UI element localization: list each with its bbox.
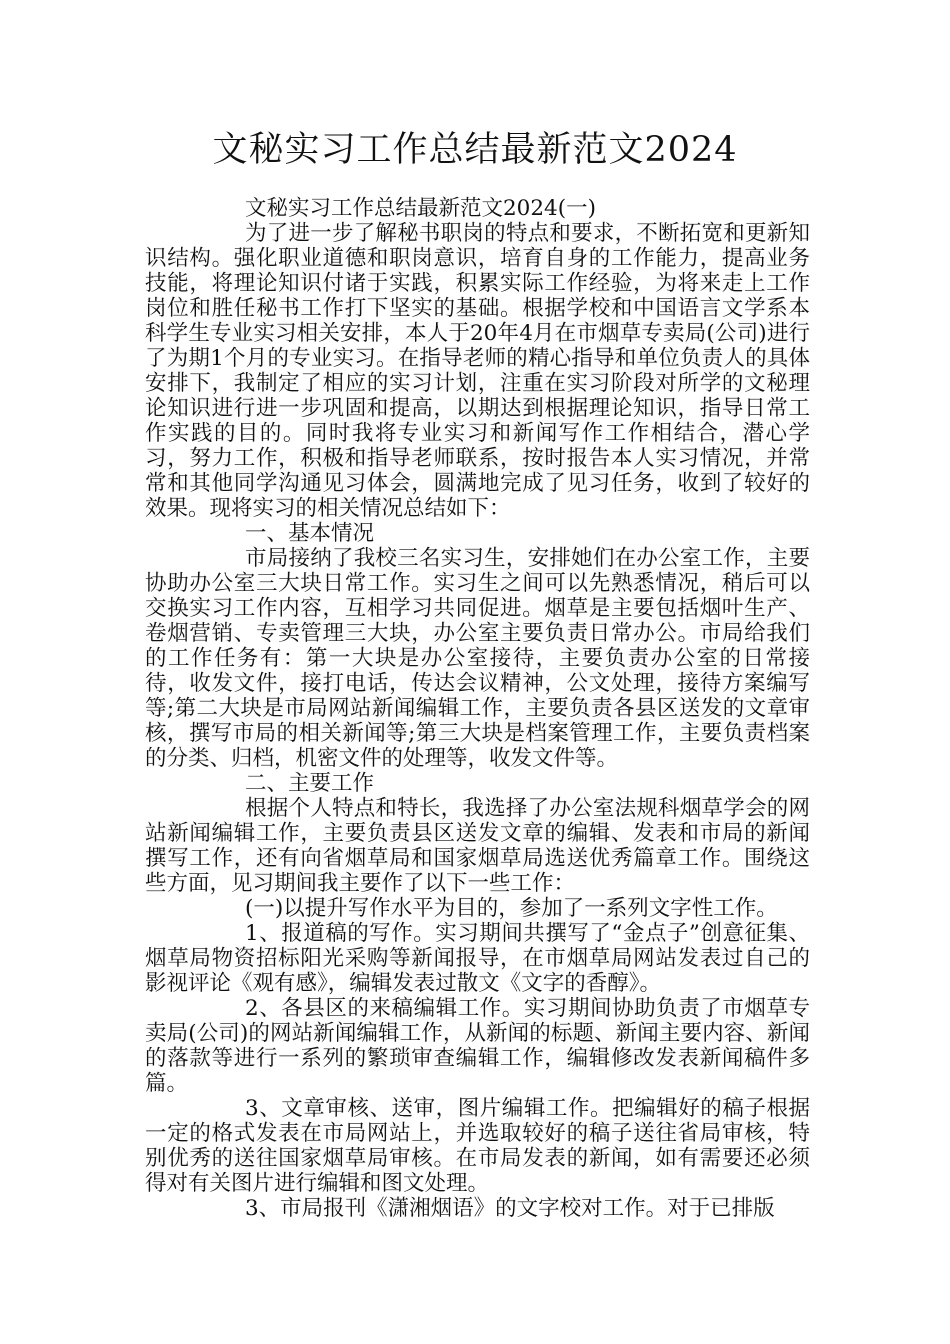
paragraph-report-writing: 1、报道稿的写作。实习期间共撰写了“金点子”创意征集、烟草局物资招标阳光采购等新闻报导，在市烟草局网站发表过自己的影视评论《观有感》，编辑发表过散文《文字的香醇》。 <box>145 921 810 996</box>
heading-basic-situation: 一、基本情况 <box>245 521 375 546</box>
paragraph-intro: 为了进一步了解秘书职岗的特点和要求，不断拓宽和更新知识结构。强化职业道德和职岗意识，培育自身的工作能力，提高业务技能，将理论知识付诸于实践，积累实际工作经验，为将来走上工作岗位和胜任秘书工作打下坚实的基础。根据学校和中国语言文学系本科学生专业实习相关安排，本人于20年4月在市烟草专卖局(公司)进行了为期1个月的专业实习。在指导老师的精心指导和单位负责人的具体安排下，我制定了相应的实习计划，注重在实习阶段对所学的文秘理论知识进行进一步巩固和提高，以期达到根据理论知识，指导日常工作实践的目的。同时我将专业实习和新闻写作工作相结合，潜心学习，努力工作，积极和指导老师联系，按时报告本人实习情况，并常常和其他同学沟通见习体会，圆满地完成了见习任务，收到了较好的效果。现将实习的相关情况总结如下： <box>145 221 810 521</box>
heading-main-work: 二、主要工作 <box>245 771 375 796</box>
paragraph-writing-work: (一)以提升写作水平为目的，参加了一系列文字性工作。 <box>245 896 778 921</box>
paragraph-basic-situation: 市局接纳了我校三名实习生，安排她们在办公室工作，主要协助办公室三大块日常工作。实习生之间可以先熟悉情况，稍后可以交换实习工作内容，互相学习共同促进。烟草是主要包括烟叶生产、卷烟营销、专卖管理三大块，办公室主要负责日常办公。市局给我们的工作任务有：第一大块是办公室接待，主要负责办公室的日常接待，收发文件，接打电话，传达会议精神，公文处理，接待方案编写等;第二大块是市局网站新闻编辑工作，主要负责各县区送发的文章审核，撰写市局的相关新闻等;第三大块是档案管理工作，主要负责档案的分类、归档，机密文件的处理等，收发文件等。 <box>145 546 810 771</box>
paragraph-county-editing: 2、各县区的来稿编辑工作。实习期间协助负责了市烟草专卖局(公司)的网站新闻编辑工作，从新闻的标题、新闻主要内容、新闻的落款等进行一系列的繁琐审查编辑工作，编辑修改发表新闻稿件多篇。 <box>145 996 810 1096</box>
paragraph-review-editing: 3、文章审核、送审，图片编辑工作。把编辑好的稿子根据一定的格式发表在市局网站上，并选取较好的稿子送往省局审核，特别优秀的送往国家烟草局审核。在市局发表的新闻，如有需要还必须得对有关图片进行编辑和图文处理。 <box>145 1096 810 1196</box>
paragraph-main-work: 根据个人特点和特长，我选择了办公室法规科烟草学会的网站新闻编辑工作，主要负责县区送发文章的编辑、发表和市局的新闻撰写工作，还有向省烟草局和国家烟草局选送优秀篇章工作。围绕这些方面，见习期间我主要作了以下一些工作： <box>145 796 810 896</box>
document-title: 文秘实习工作总结最新范文2024 <box>212 130 738 170</box>
paragraph-proofreading: 3、市局报刊《潇湘烟语》的文字校对工作。对于已排版 <box>245 1196 775 1221</box>
section-subtitle: 文秘实习工作总结最新范文2024(一) <box>245 196 596 221</box>
document-body <box>145 196 810 1221</box>
